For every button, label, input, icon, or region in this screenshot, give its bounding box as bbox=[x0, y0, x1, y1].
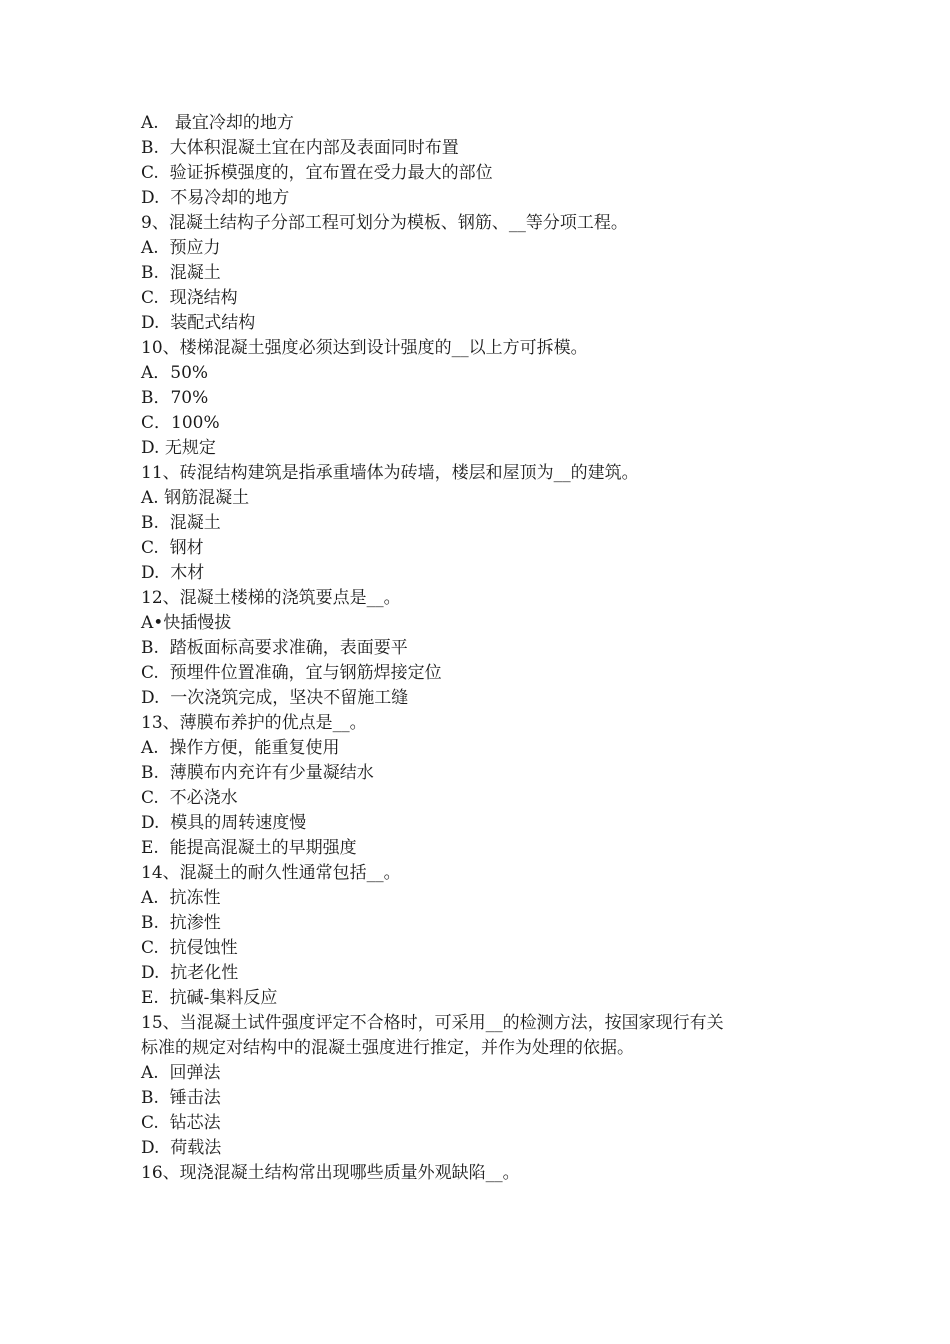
answer-option: D. 装配式结构 bbox=[141, 313, 256, 333]
answer-option: D. 无规定 bbox=[141, 438, 216, 458]
answer-option: D. 木材 bbox=[141, 563, 205, 583]
answer-option: B. 锤击法 bbox=[141, 1088, 221, 1108]
answer-option: C. 现浇结构 bbox=[141, 288, 238, 308]
answer-option: A. 回弹法 bbox=[141, 1063, 221, 1083]
question-text: 14、混凝土的耐久性通常包括__。 bbox=[141, 863, 401, 883]
answer-option: D. 不易冷却的地方 bbox=[141, 188, 290, 208]
answer-option: C. 抗侵蚀性 bbox=[141, 938, 238, 958]
question-text: 11、砖混结构建筑是指承重墙体为砖墙，楼层和屋顶为__的建筑。 bbox=[141, 463, 639, 483]
answer-option: B. 混凝土 bbox=[141, 513, 221, 533]
answer-option: D. 荷载法 bbox=[141, 1138, 222, 1158]
answer-option: C. 不必浇水 bbox=[141, 788, 238, 808]
text-line: 标准的规定对结构中的混凝土强度进行推定，并作为处理的依据。 bbox=[141, 1038, 634, 1058]
answer-option: E. 能提高混凝土的早期强度 bbox=[141, 838, 357, 858]
answer-option: B. 抗渗性 bbox=[141, 913, 221, 933]
answer-option: A•快插慢拔 bbox=[141, 613, 232, 633]
answer-option: B. 踏板面标高要求准确，表面要平 bbox=[141, 638, 408, 658]
answer-option: C. 预埋件位置准确，宜与钢筋焊接定位 bbox=[141, 663, 442, 683]
question-text: 9、混凝土结构子分部工程可划分为模板、钢筋、__等分项工程。 bbox=[141, 213, 628, 233]
question-text: 15、当混凝土试件强度评定不合格时，可采用__的检测方法，按国家现行有关 bbox=[141, 1013, 724, 1033]
answer-option: D. 一次浇筑完成，坚决不留施工缝 bbox=[141, 688, 409, 708]
answer-option: C. 钢材 bbox=[141, 538, 204, 558]
answer-option: A. 抗冻性 bbox=[141, 888, 221, 908]
answer-option: D. 抗老化性 bbox=[141, 963, 239, 983]
answer-option: D. 模具的周转速度慢 bbox=[141, 813, 307, 833]
question-text: 10、楼梯混凝土强度必须达到设计强度的__以上方可拆模。 bbox=[141, 338, 588, 358]
answer-option: A. 最宜冷却的地方 bbox=[141, 113, 294, 133]
answer-option: C. 验证拆模强度的，宜布置在受力最大的部位 bbox=[141, 163, 493, 183]
document-body bbox=[141, 111, 811, 1186]
answer-option: A. 操作方便，能重复使用 bbox=[141, 738, 340, 758]
answer-option: B. 大体积混凝土宜在内部及表面同时布置 bbox=[141, 138, 459, 158]
answer-option: B. 薄膜布内充许有少量凝结水 bbox=[141, 763, 374, 783]
question-text: 12、混凝土楼梯的浇筑要点是__。 bbox=[141, 588, 401, 608]
question-text: 16、现浇混凝土结构常出现哪些质量外观缺陷__。 bbox=[141, 1163, 520, 1183]
answer-option: C. 钻芯法 bbox=[141, 1113, 221, 1133]
answer-option: A．50% bbox=[141, 363, 209, 383]
answer-option: A. 预应力 bbox=[141, 238, 221, 258]
answer-option: B．70% bbox=[141, 388, 209, 408]
question-text: 13、薄膜布养护的优点是__。 bbox=[141, 713, 367, 733]
answer-option: C．100% bbox=[141, 413, 220, 433]
answer-option: B. 混凝土 bbox=[141, 263, 221, 283]
answer-option: A. 钢筋混凝土 bbox=[141, 488, 250, 508]
answer-option: E. 抗碱-集料反应 bbox=[141, 988, 278, 1008]
